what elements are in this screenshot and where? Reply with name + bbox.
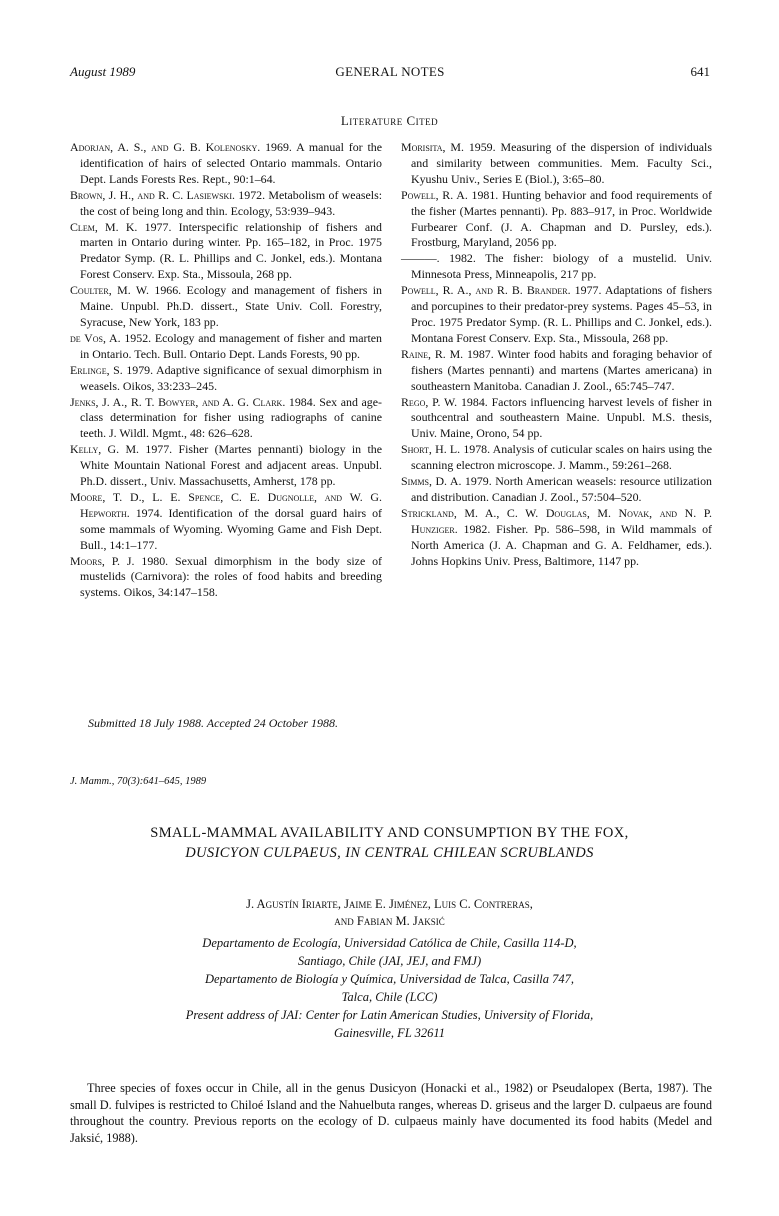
affiliation-line: Present address of JAI: Center for Latin American Studies, University of Florida,	[185, 1008, 594, 1022]
reference-text: 1977. Interspecific relationship of fishers and marten in Ontario during winter. Pp. 165–182, in Proc. 1975 Predator Symp. (R. L. Phillips and C. Jonkel, eds.). Montana Forest Conserv. Exp. Sta., Missoula, 268 pp.	[80, 219, 383, 282]
reference-author: Clem, M. K.	[70, 219, 138, 234]
reference-author: Morisita, M.	[401, 140, 464, 154]
authors-line-2: and Fabian M. Jaksić	[334, 914, 445, 928]
affiliations	[0, 934, 779, 1042]
reference-text: 1952. Ecology and management of fisher and marten in Ontario. Tech. Bull. Ontario Dept. Lands Forests, 90 pp.	[80, 330, 382, 361]
affiliation-line: Santiago, Chile (JAI, JEJ, and FMJ)	[297, 954, 482, 968]
journal-citation: J. Mamm., 70(3):641–645, 1989	[70, 776, 207, 787]
literature-cited-heading: Literature Cited	[340, 113, 439, 128]
reference-text: 1987. Winter food habits and foraging behavior of fishers (Martes pennanti) and martens (Martes americana) in southeastern Manitoba. Canadian J. Zool., 65:745–747.	[411, 346, 712, 393]
header-section: GENERAL NOTES	[335, 64, 445, 79]
reference-item	[401, 251, 712, 283]
reference-author: ———.	[401, 251, 440, 266]
reference-author: de Vos, A.	[70, 330, 121, 345]
article-title	[0, 823, 779, 863]
reference-text: 1966. Ecology and management of fishers in Maine. Unpubl. Ph.D. dissert., State Univ. Coll. Forestry, Syracuse, New York, 183 pp.	[80, 283, 382, 329]
reference-text: 1959. Measuring of the dispersion of individuals and similarity between communities. Mem. Faculty Sci., Kyushu Univ., Series E (Biol.), 3:65–80.	[411, 140, 712, 186]
reference-item	[401, 474, 712, 506]
article-title-line-2: DUSICYON CULPAEUS, IN CENTRAL CHILEAN SCRUBLANDS	[185, 845, 594, 861]
reference-author: Strickland, M. A., C. W. Douglas, M. Novak, and N. P. Hunziger.	[401, 505, 712, 536]
reference-text: 1979. Adaptive significance of sexual dimorphism in weasels. Oikos, 33:233–245.	[80, 362, 382, 393]
reference-text: 1977. Fisher (Martes pennanti) biology in the White Mountain National Forest and adjacent areas. Unpubl. Ph.D. dissert., Univ. Massachusetts, Amherst, 178 pp.	[80, 442, 383, 489]
reference-author: Moors, P. J.	[70, 553, 135, 568]
reference-author: Short, H. L.	[401, 442, 461, 457]
reference-item	[70, 188, 382, 220]
reference-text: 1979. North American weasels: resource utilization and distribution. Canadian J. Zool., 57:504–520.	[411, 474, 712, 504]
reference-author: Powell, R. A., and R. B. Brander.	[401, 283, 571, 298]
affiliation-line: Departamento de Biología y Química, Universidad de Talca, Casilla 747,	[205, 972, 574, 986]
authors	[0, 896, 779, 930]
reference-text: 1978. Analysis of cuticular scales on hairs using the scanning electron microscope. J. Mamm., 59:261–268.	[411, 442, 712, 473]
body-paragraph: Three species of foxes occur in Chile, all in the genus Dusicyon (Honacki et al., 1982) or Pseudalopex (Berta, 1987). The small D. fulvipes is restricted to Chiloé Island and the Nahuelbuta ranges, whereas D. griseus and the larger D. culpaeus are found throughout the country. Previous reports on the ecology of D. culpaeus mainly have documented its food habits (Medel and Jaksić, 1988).	[70, 1081, 712, 1145]
reference-text: 1980. Sexual dimorphism in the body size of mustelids (Carnivora): the roles of food habits and breeding systems. Oikos, 34:147–158.	[80, 553, 382, 600]
reference-item	[401, 140, 712, 188]
submission-dates: Submitted 18 July 1988. Accepted 24 October 1988.	[88, 716, 339, 730]
article-title-line-1: SMALL-MAMMAL AVAILABILITY AND CONSUMPTION BY THE FOX,	[150, 825, 629, 841]
reference-text: 1972. Metabolism of weasels: the cost of being long and thin. Ecology, 53:939–943.	[80, 187, 382, 218]
reference-item	[70, 490, 382, 554]
reference-item	[401, 188, 712, 252]
header-date: August 1989	[70, 64, 136, 79]
reference-text: 1974. Identification of the dorsal guard hairs of some mammals of Wyoming. Wyoming Game and Fish Dept. Bull., 14:1–177.	[80, 505, 382, 552]
reference-item	[401, 506, 712, 570]
affiliation-line: Talca, Chile (LCC)	[341, 990, 438, 1004]
reference-text: 1984. Sex and age-class determination for fisher using radiographs of canine teeth. J. Wildl. Mgmt., 48: 626–628.	[80, 394, 382, 441]
reference-author: Brown, J. H., and R. C. Lasiewski.	[70, 187, 235, 202]
reference-text: 1969. A manual for the identification of hairs of selected Ontario mammals. Ontario Dept. Lands Forests Res. Rept., 90:1–64.	[80, 140, 382, 186]
reference-author: Adorjan, A. S., and G. B. Kolenosky.	[70, 140, 261, 154]
reference-item	[70, 140, 382, 188]
affiliation-line: Gainesville, FL 32611	[334, 1026, 445, 1040]
reference-item	[70, 442, 382, 490]
reference-text: 1982. The fisher: biology of a mustelid. Univ. Minnesota Press, Minneapolis, 217 pp.	[411, 251, 712, 282]
reference-text: 1977. Adaptations of fishers and porcupines to their predator-prey systems. Pages 45–53, in Proc. 1975 Predator Symp. (R. L. Phillips and C. Jonkel, eds.). Montana Forest Conserv. Exp. Sta., Missoula, 268 pp.	[411, 283, 713, 345]
reference-item	[70, 283, 382, 331]
reference-item	[401, 283, 712, 347]
reference-author: Coulter, M. W.	[70, 283, 149, 298]
reference-item	[401, 347, 712, 395]
reference-item	[70, 331, 382, 363]
affiliation-line: Departamento de Ecología, Universidad Católica de Chile, Casilla 114-D,	[202, 936, 577, 950]
reference-text: 1982. Fisher. Pp. 586–598, in Wild mammals of North America (J. A. Chapman and G. A. Feldhamer, eds.). Johns Hopkins Univ. Press, Baltimore, 1147 pp.	[411, 521, 712, 568]
reference-text: 1981. Hunting behavior and food requirements of the fisher (Martes pennanti). Pp. 883–917, in Proc. Worldwide Furbearer Conf. (J. A. Chapman and D. Pursley, eds.). Frostburg, Maryland, 2056 pp.	[411, 187, 712, 250]
reference-author: Moore, T. D., L. E. Spence, C. E. Dugnolle, and W. G. Hepworth.	[70, 489, 382, 520]
reference-item	[70, 395, 382, 443]
reference-author: Raine, R. M.	[401, 346, 464, 361]
references-left-column	[70, 140, 382, 601]
reference-author: Simms, D. A.	[401, 474, 462, 489]
page-number: 641	[690, 64, 710, 79]
reference-text: 1984. Factors influencing harvest levels of fisher in southcentral and southeastern Maine. Unpubl. M.S. thesis, Univ. Maine, Orono, 54 pp.	[411, 394, 712, 441]
reference-item	[401, 442, 712, 474]
reference-author: Kelly, G. M.	[70, 442, 140, 457]
reference-item	[70, 363, 382, 395]
running-header	[70, 64, 710, 84]
authors-line-1: J. Agustín Iriarte, Jaime E. Jiménez, Luis C. Contreras,	[246, 897, 533, 911]
reference-item	[70, 554, 382, 602]
reference-item	[401, 395, 712, 443]
reference-author: Erlinge, S.	[70, 362, 123, 377]
reference-author: Powell, R. A.	[401, 187, 468, 202]
reference-author: Jenks, J. A., R. T. Bowyer, and A. G. Clark.	[70, 394, 286, 409]
reference-item	[70, 220, 382, 284]
reference-author: Rego, P. W.	[401, 394, 458, 409]
references-right-column	[401, 140, 712, 569]
